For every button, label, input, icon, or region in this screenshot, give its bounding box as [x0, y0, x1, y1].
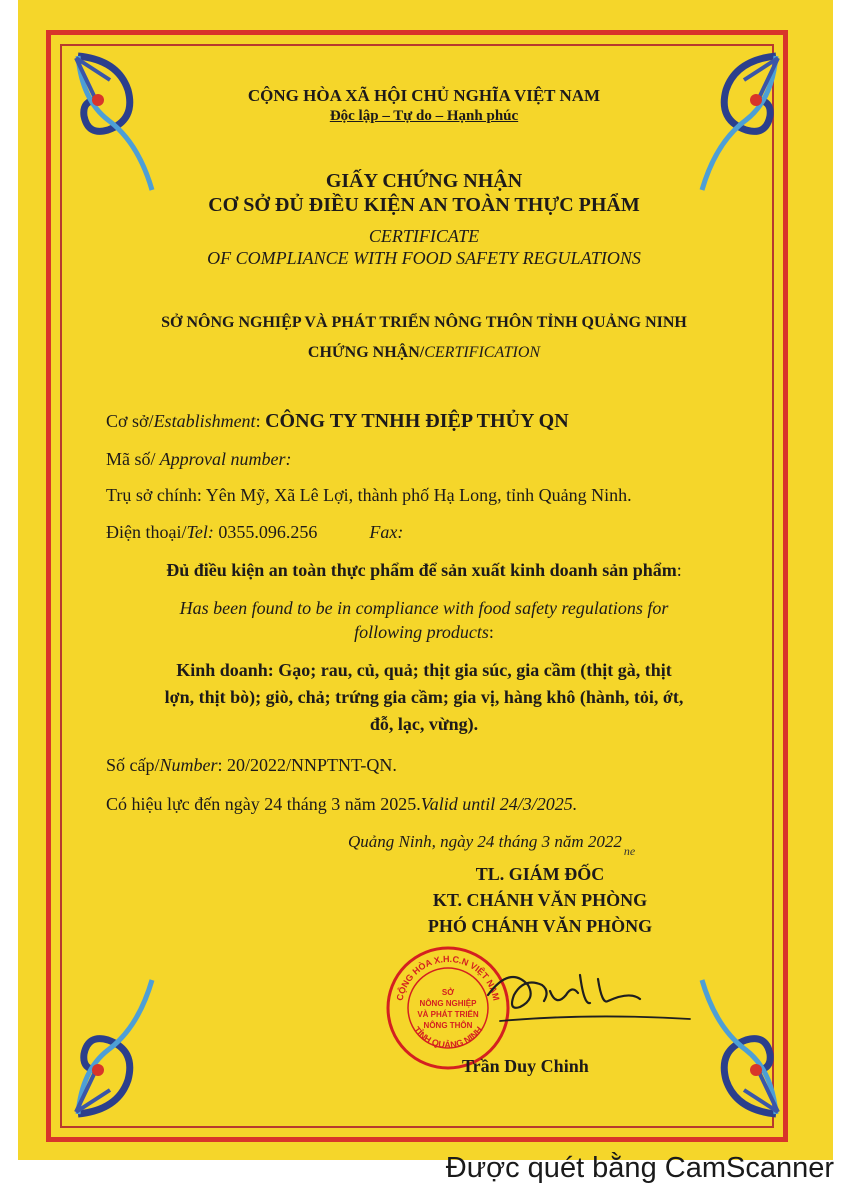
country-name: CỘNG HÒA XÃ HỘI CHỦ NGHĨA VIỆT NAM: [247, 86, 601, 105]
corner-ornament-icon: [690, 970, 786, 1120]
title-vn-line1: GIẤY CHỨNG NHẬN: [325, 170, 523, 192]
compliance-vn-text: Đủ điều kiện an toàn thực phẩm để sản xuất kinh doanh sản phẩm: [166, 560, 677, 580]
seal-center-line2: NÔNG NGHIỆP: [419, 999, 477, 1008]
approval-label-vn: Mã số/: [106, 449, 156, 469]
place-date-text: Quảng Ninh, ngày 24 tháng 3 năm 2022: [348, 832, 622, 851]
title-vn-line2: CƠ SỞ ĐỦ ĐIỀU KIỆN AN TOÀN THỰC PHẨM: [208, 194, 640, 216]
establishment-value: CÔNG TY TNHH ĐIỆP THỦY QN: [265, 410, 569, 432]
establishment-label-vn: Cơ sở/: [106, 411, 154, 431]
signer-title-1: TL. GIÁM ĐỐC: [475, 864, 605, 884]
national-motto: Độc lập – Tự do – Hạnh phúc: [329, 108, 519, 124]
signer-title-2: KT. CHÁNH VĂN PHÒNG: [432, 890, 648, 910]
phone-value: 0355.096.256: [218, 522, 318, 542]
corner-ornament-icon: [68, 970, 164, 1120]
title-en-line2: OF COMPLIANCE WITH FOOD SAFETY REGULATIONS: [207, 248, 641, 268]
address: Trụ sở chính: Yên Mỹ, Xã Lê Lợi, thành phố Hạ Long, tỉnh Quảng Ninh.: [106, 485, 632, 505]
signer-title-3: PHÓ CHÁNH VĂN PHÒNG: [427, 916, 653, 936]
compliance-vn: Đủ điều kiện an toàn thực phẩm để sản xuất kinh doanh sản phẩm:: [166, 560, 682, 580]
number-label-en: Number: [159, 755, 218, 775]
certification-vn: CHỨNG NHẬN/: [307, 344, 425, 361]
seal-ring-text: CỘNG HÒA X.H.C.N VIỆT NAM: [394, 953, 502, 1002]
number-label-vn: Số cấp/: [106, 755, 160, 775]
approval-label-en: Approval number:: [155, 449, 292, 469]
certification-en: CERTIFICATION: [424, 344, 541, 361]
seal-center-line4: NÔNG THÔN: [423, 1021, 473, 1030]
products-line2: lợn, thịt bò); giò, chả; trứng gia cầm; gia vị, hàng khô (hành, tỏi, ớt,: [164, 687, 684, 707]
certification-heading: [0, 344, 848, 362]
products-line3: đỗ, lạc, vừng).: [369, 714, 479, 734]
signer-name: Trần Duy Chinh: [462, 1056, 589, 1076]
compliance-en-line2-text: following products: [354, 622, 489, 642]
issuer-name: SỞ NÔNG NGHIỆP VÀ PHÁT TRIỂN NÔNG THÔN TỈNH QUẢNG NINH: [161, 314, 687, 331]
handwritten-signature: [480, 955, 700, 1045]
approval-row: [106, 449, 291, 470]
number-row: Số cấp/Number: 20/2022/NNPTNT-QN.: [106, 755, 397, 775]
seal-bottom-text: TỈNH QUẢNG NINH: [411, 1024, 485, 1050]
establishment-row: Cơ sở/Establishment: CÔNG TY TNHH ĐIỆP THỦY QN: [106, 410, 569, 432]
validity-vn: Có hiệu lực đến ngày 24 tháng 3 năm 2025.: [106, 794, 421, 814]
fax-label: Fax:: [369, 522, 404, 542]
seal-center-line1: SỞ: [441, 988, 455, 997]
scanner-watermark: Được quét bằng CamScanner: [445, 1152, 834, 1184]
initials: ne: [623, 844, 636, 858]
validity-row: [106, 794, 577, 815]
phone-label-en: Tel:: [186, 522, 214, 542]
seal-center-line3: VÀ PHÁT TRIỂN: [417, 1010, 479, 1019]
compliance-en-line2: following products:: [354, 622, 494, 642]
products-line1: Kinh doanh: Gạo; rau, củ, quả; thịt gia súc, gia cầm (thịt gà, thịt: [176, 660, 672, 680]
place-date: [348, 832, 636, 858]
compliance-en-line1: Has been found to be in compliance with food safety regulations for: [179, 598, 669, 618]
phone-label-vn: Điện thoại/: [106, 522, 187, 542]
title-en-line1: CERTIFICATE: [368, 226, 480, 246]
number-value: 20/2022/NNPTNT-QN.: [227, 755, 397, 775]
validity-en: Valid until 24/3/2025.: [420, 794, 578, 814]
establishment-label-en: Establishment: [153, 411, 256, 431]
phone-row: [106, 522, 403, 543]
